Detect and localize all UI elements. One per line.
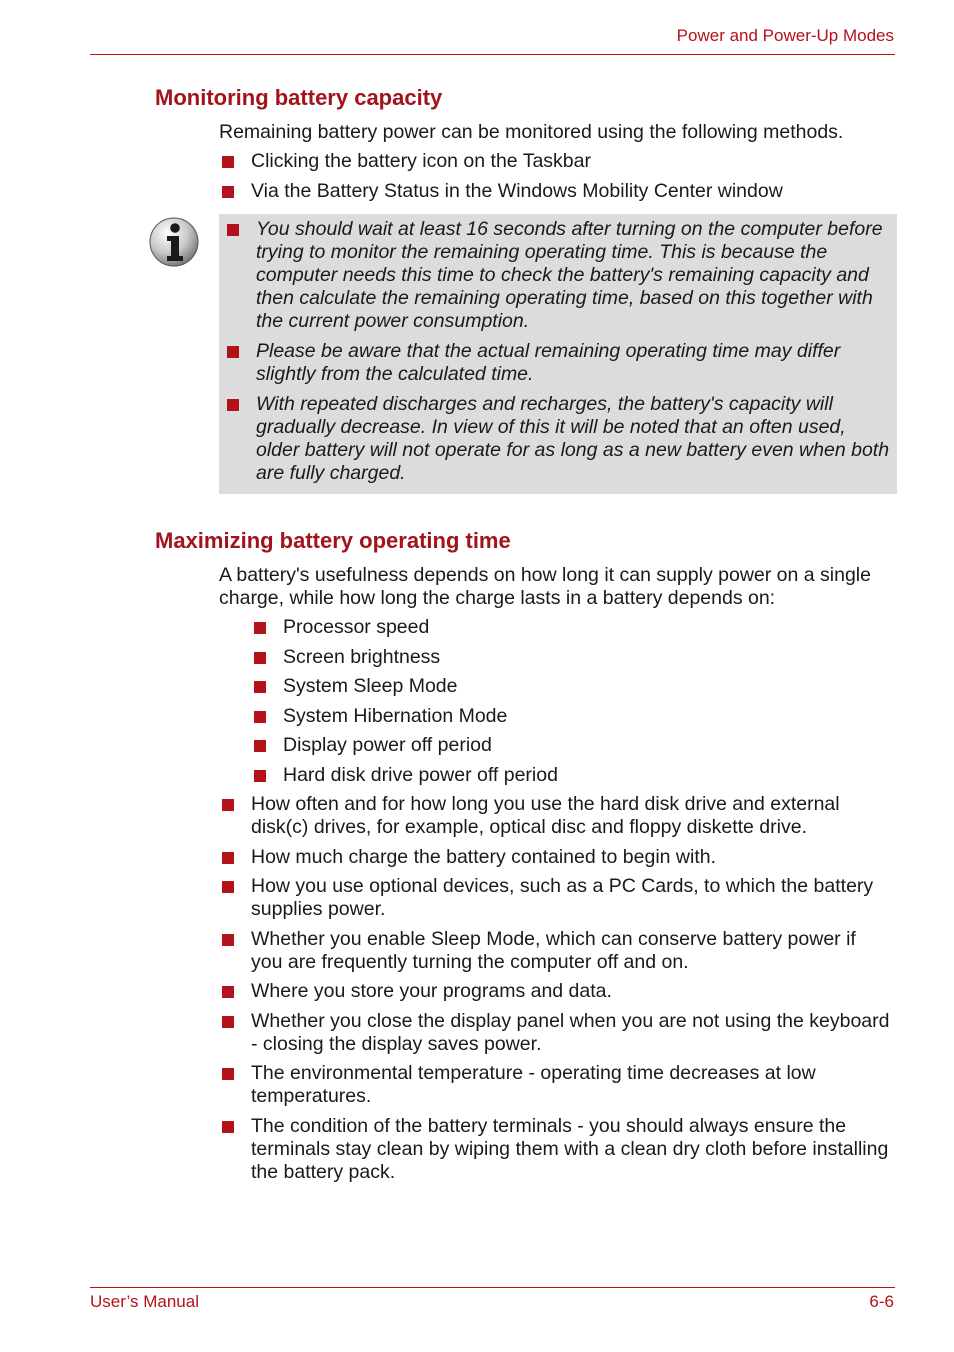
bullet-square-icon [222,1016,234,1028]
monitoring-methods-list [219,150,895,209]
factors-sub-list [251,616,891,793]
bullet-square-icon [227,399,239,411]
page-number: 6-6 [869,1292,894,1311]
list-item: The environmental temperature - operating time decreases at low temperatures. [219,1062,891,1108]
bullet-square-icon [222,881,234,893]
list-item: How much charge the battery contained to begin with. [219,846,891,869]
section-heading-monitoring: Monitoring battery capacity [155,85,443,110]
section-intro-monitoring: Remaining battery power can be monitored using the following methods. [219,121,844,143]
bullet-square-icon [222,986,234,998]
bullet-square-icon [254,622,266,634]
bullet-square-icon [227,346,239,358]
bullet-square-icon [254,652,266,664]
bullet-square-icon [222,934,234,946]
list-item: Whether you enable Sleep Mode, which can conserve battery power if you are frequently turning the computer off and on. [219,928,891,974]
list-item: System Sleep Mode [251,675,891,698]
list-item: Whether you close the display panel when you are not using the keyboard - closing the display saves power. [219,1010,891,1056]
list-item: The condition of the battery terminals - you should always ensure the terminals stay clean by wiping them with a clean dry cloth before installing the battery pack. [219,1115,891,1184]
note-item: Please be aware that the actual remaining operating time may differ slightly from the calculated time. [224,340,892,386]
section-intro-maximizing: A battery's usefulness depends on how long it can supply power on a single charge, while how long the charge lasts in a battery depends on: [219,564,871,609]
list-item: Where you store your programs and data. [219,980,891,1003]
note-item: With repeated discharges and recharges, the battery's capacity will gradually decrease. In view of this it will be noted that an often used, older battery will not operate for as long as a new battery even when both are fully charged. [224,393,892,485]
bullet-square-icon [222,799,234,811]
footer-rule [90,1287,895,1288]
info-icon [148,216,200,268]
bullet-square-icon [222,1068,234,1080]
list-item: Via the Battery Status in the Windows Mobility Center window [219,180,895,203]
list-item: Clicking the battery icon on the Taskbar [219,150,895,173]
note-item: You should wait at least 16 seconds after turning on the computer before trying to monitor the remaining operating time. This is because the computer needs this time to check the battery's remaining capacity and then calculate the remaining operating time, based on this together with the current power consumption. [224,218,892,333]
list-item: How you use optional devices, such as a PC Cards, to which the battery supplies power. [219,875,891,921]
section-heading-maximizing: Maximizing battery operating time [155,528,511,553]
bullet-square-icon [222,156,234,168]
bullet-square-icon [222,186,234,198]
bullet-square-icon [254,740,266,752]
bullet-square-icon [227,224,239,236]
list-item: Display power off period [251,734,891,757]
note-list [224,218,892,492]
header-rule [90,54,895,55]
list-item: Processor speed [251,616,891,639]
bullet-square-icon [222,852,234,864]
bullet-square-icon [254,770,266,782]
list-item: Screen brightness [251,646,891,669]
list-item: Hard disk drive power off period [251,764,891,787]
footer-manual-title: User’s Manual [90,1292,199,1311]
bullet-square-icon [222,1121,234,1133]
bullet-square-icon [254,681,266,693]
factors-list [219,793,891,1190]
list-item: System Hibernation Mode [251,705,891,728]
running-header: Power and Power-Up Modes [676,26,894,45]
list-item: How often and for how long you use the hard disk drive and external disk(c) drives, for example, optical disc and floppy diskette drive. [219,793,891,839]
bullet-square-icon [254,711,266,723]
